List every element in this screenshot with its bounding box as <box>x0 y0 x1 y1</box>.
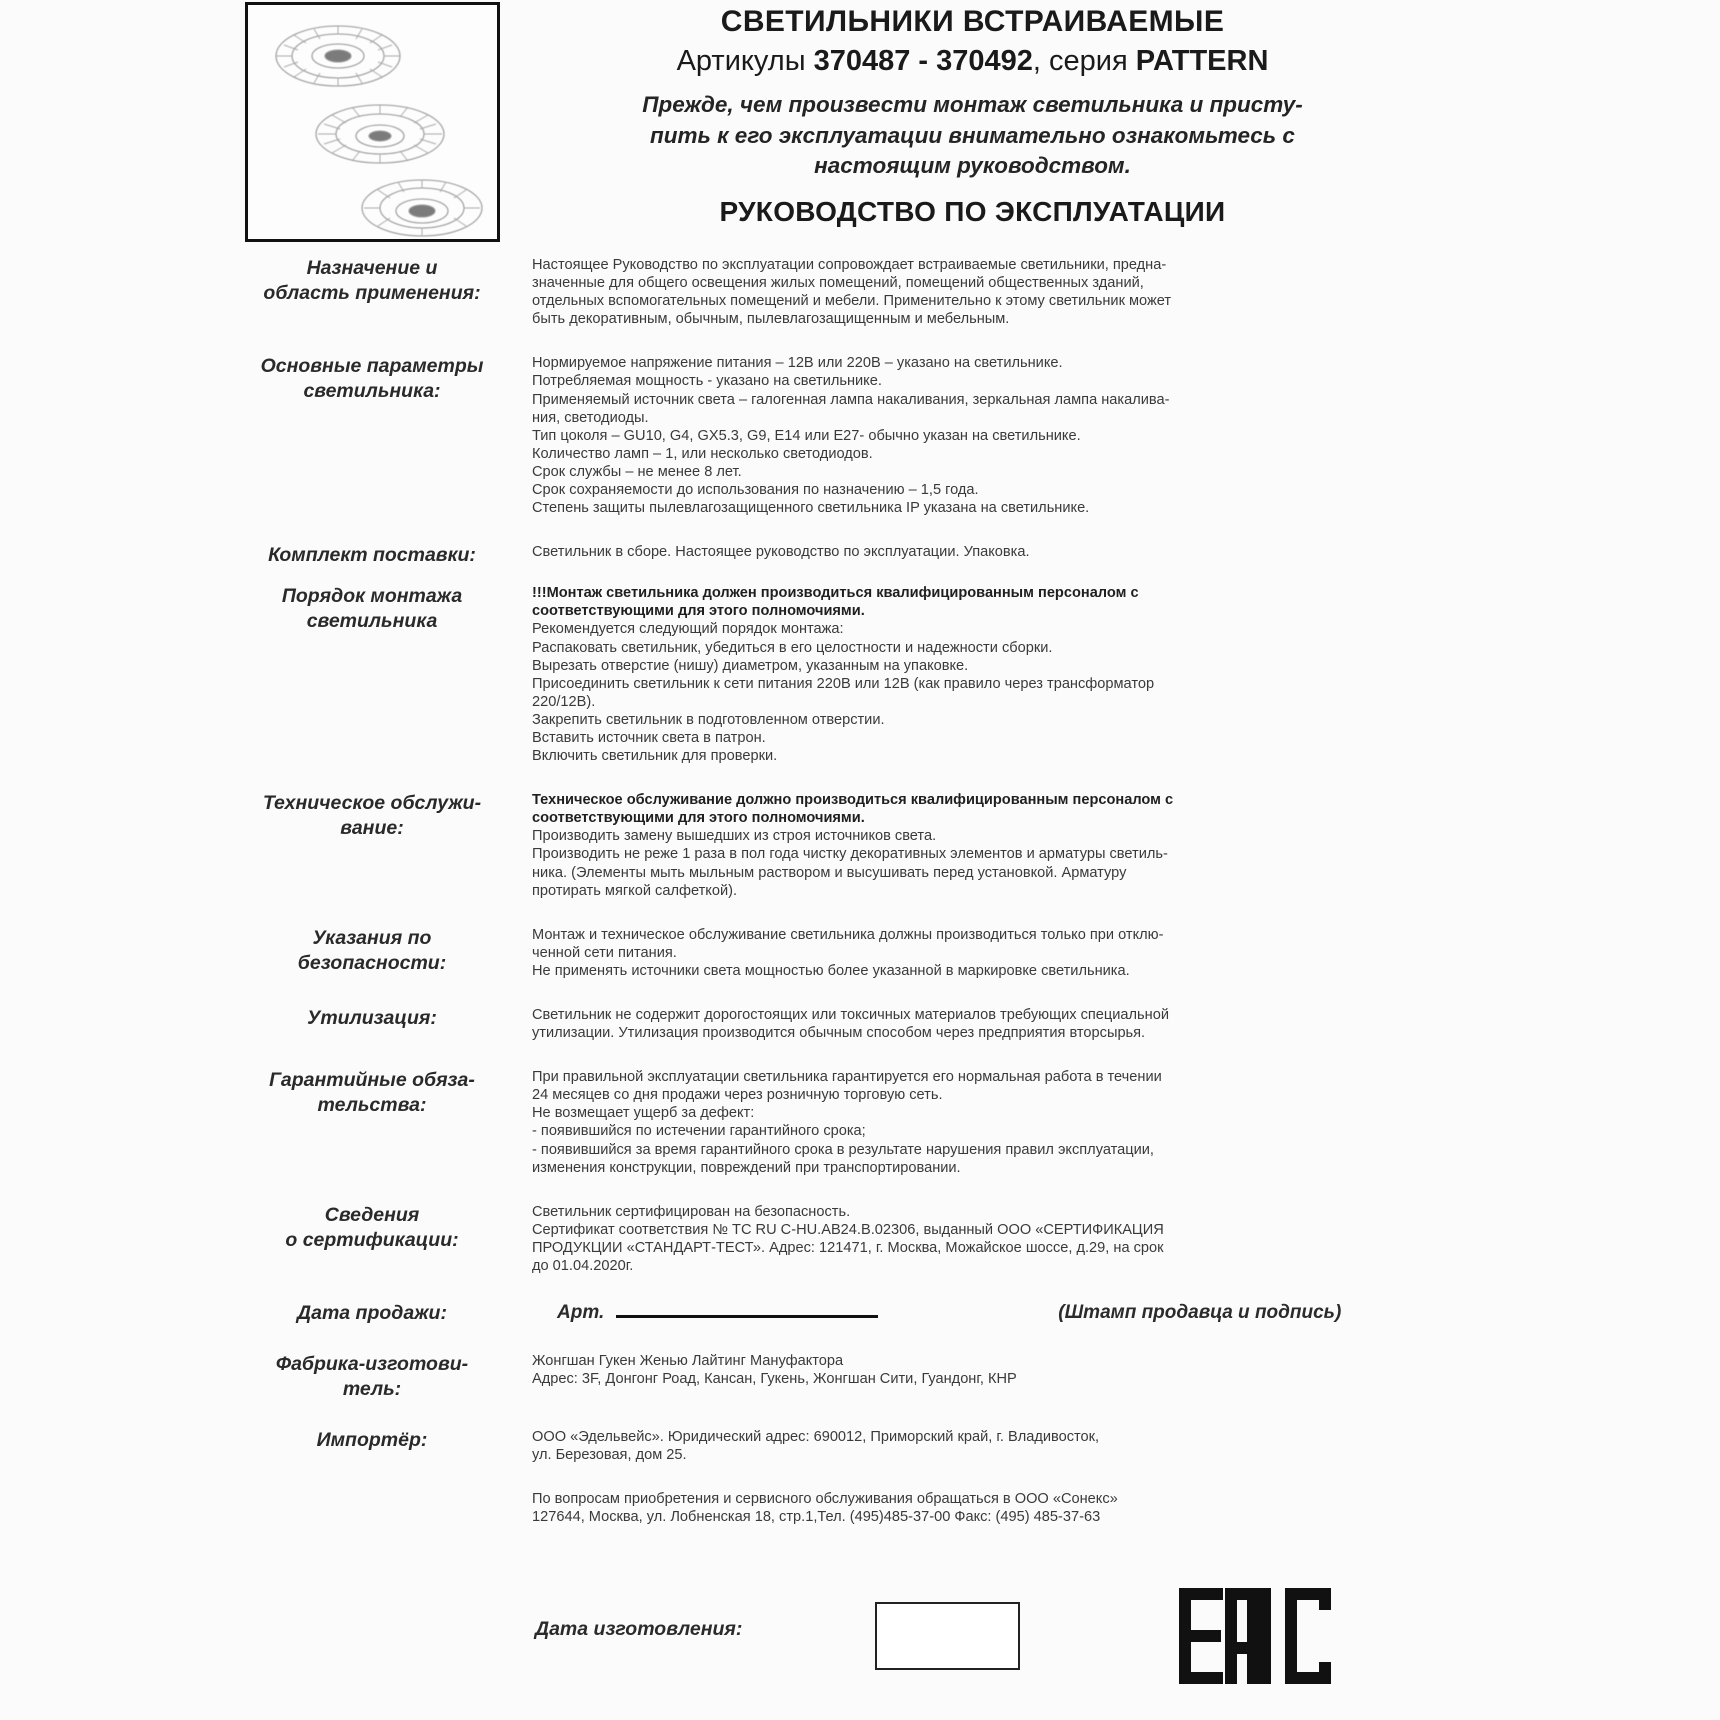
body-line-bold: соответствующими для этого полномочиями. <box>532 810 865 827</box>
body-line: Закрепить светильник в подготовленном отверстии. <box>532 711 885 728</box>
fixture-illustration-1 <box>264 15 412 97</box>
document-header <box>245 0 1425 250</box>
body-line: Светильник сертифицирован на безопасность. <box>532 1203 851 1220</box>
maintenance-warning <box>532 791 1430 827</box>
header-text-block <box>525 4 1420 228</box>
label-line: Назначение и <box>306 257 438 279</box>
body-line: изменения конструкции, повреждений при транспортировании. <box>532 1159 961 1176</box>
section-service-contact <box>245 1490 1430 1526</box>
body-line: Применяемый источник света – галогенная лампа накаливания, зеркальная лампа накалива- <box>532 391 1170 408</box>
body-line: 220/12В). <box>532 693 596 710</box>
section-label-disposal <box>245 1006 507 1031</box>
fixture-illustration-2 <box>306 93 454 175</box>
body-line: Производить замену вышедших из строя источников света. <box>532 828 937 845</box>
section-label-delivery-set <box>245 543 507 568</box>
body-line: 127644, Москва, ул. Лобненская 18, стр.1,Тел. (495)485-37-00 Факс: (495) 485-37-63 <box>532 1509 1101 1526</box>
body-line: Тип цоколя – GU10, G4, GX5.3, G9, E14 или E27- обычно указан на светильнике. <box>532 427 1081 444</box>
body-line: Включить светильник для проверки. <box>532 748 778 765</box>
body-line: Нормируемое напряжение питания – 12В или 220В – указано на светильнике. <box>532 355 1063 372</box>
body-line: Срок сохраняемости до использования по назначению – 1,5 года. <box>532 482 979 499</box>
section-label-sale-date <box>245 1301 507 1326</box>
body-line: значенные для общего освещения жилых помещений, помещений общественных зданий, <box>532 275 1144 292</box>
body-line: Вырезать отверстие (нишу) диаметром, указанным на упаковке. <box>532 657 969 674</box>
label-line: Дата продажи: <box>297 1302 447 1325</box>
section-body-certification <box>507 1203 1430 1275</box>
section-label-warranty <box>245 1068 507 1118</box>
section-body-safety <box>507 926 1430 980</box>
body-line: ул. Березовая, дом 25. <box>532 1447 687 1464</box>
lead-line-3: настоящим руководством. <box>814 153 1131 178</box>
body-line: 24 месяцев со дня продажи через розничную торговую сеть. <box>532 1087 943 1104</box>
article-input-line[interactable] <box>616 1301 878 1318</box>
section-manufacturer <box>245 1352 1430 1402</box>
body-line: Вставить источник света в патрон. <box>532 729 766 746</box>
section-disposal <box>245 1006 1430 1042</box>
section-label-purpose <box>245 256 507 306</box>
section-label-safety <box>245 926 507 976</box>
body-line: Не применять источники света мощностью более указанной в маркировке светильника. <box>532 962 1130 979</box>
body-line-bold: Техническое обслуживание должно производиться квалифицированным персоналом с <box>532 792 1174 809</box>
installation-steps <box>532 620 1430 765</box>
body-line: до 01.04.2020г. <box>532 1258 634 1275</box>
body-line: отдельных вспомогательных помещений и мебели. Применительно к этому светильник может <box>532 293 1172 310</box>
label-line: безопасности: <box>297 951 447 974</box>
section-body-parameters <box>507 354 1430 517</box>
section-label-installation <box>245 584 507 634</box>
body-line: - появившийся по истечении гарантийного срока; <box>532 1123 866 1140</box>
body-line: Сертификат соответствия № ТС RU C-HU.АВ24.В.02306, выданный ООО «СЕРТИФИКАЦИЯ <box>532 1221 1164 1238</box>
label-line: Утилизация: <box>307 1007 437 1029</box>
body-line: утилизации. Утилизация производится обычным способом через предприятия вторсырья. <box>532 1025 1146 1042</box>
body-line: Рекомендуется следующий порядок монтажа: <box>532 621 844 638</box>
body-line: По вопросам приобретения и сервисного обслуживания обращаться в ООО «Сонекс» <box>532 1491 1118 1508</box>
label-line: Гарантийные обяза- <box>269 1069 475 1092</box>
body-line: ПРОДУКЦИИ «СТАНДАРТ-ТЕСТ». Адрес: 121471, г. Москва, Можайское шоссе, д.29, на срок <box>532 1239 1164 1256</box>
section-body-disposal <box>507 1006 1430 1042</box>
body-line: Светильник не содержит дорогостоящих или токсичных материалов требующих специальной <box>532 1007 1169 1023</box>
body-line: протирать мягкой салфеткой). <box>532 882 738 899</box>
section-warranty <box>245 1068 1430 1177</box>
maintenance-steps <box>532 827 1430 899</box>
label-line: вание: <box>340 817 404 840</box>
label-line: Указания по <box>312 926 432 949</box>
label-line: тель: <box>342 1378 402 1401</box>
section-sale-date <box>245 1301 1430 1326</box>
section-body-manufacturer <box>507 1352 1430 1388</box>
body-line: ООО «Эдельвейс». Юридический адрес: 690012, Приморский край, г. Владивосток, <box>532 1429 1100 1446</box>
body-line: ния, светодиоды. <box>532 409 649 426</box>
section-label-manufacturer <box>245 1352 507 1402</box>
manual-title: РУКОВОДСТВО ПО ЭКСПЛУАТАЦИИ <box>719 195 1226 227</box>
body-line: Не возмещает ущерб за дефект: <box>532 1105 755 1122</box>
label-line: область применения: <box>263 282 481 304</box>
body-line-bold: соответствующими для этого полномочиями. <box>532 603 865 620</box>
section-body-purpose <box>507 256 1430 328</box>
body-line: Адрес: 3F, Донгонг Роад, Кансан, Гукень, Жонгшан Сити, Гуандонг, КНР <box>532 1371 1017 1388</box>
section-label-importer <box>245 1428 507 1453</box>
section-label-certification <box>245 1203 507 1253</box>
page-title: СВЕТИЛЬНИКИ ВСТРАИВАЕМЫЕ <box>720 5 1225 38</box>
eac-conformity-mark-icon <box>1175 1582 1360 1712</box>
body-line: ника. (Элементы мыть мыльным раствором и высушивать перед установкой. Арматуру <box>532 864 1127 881</box>
label-line: Порядок монтажа <box>281 585 463 608</box>
article-field-label: Арт. <box>557 1302 605 1324</box>
section-body-installation <box>507 584 1430 765</box>
product-image-box <box>245 2 500 242</box>
lead-line-1: Прежде, чем произвести монтаж светильника и присту- <box>642 92 1303 117</box>
label-line: Техническое обслужи- <box>262 792 482 815</box>
body-line: - появившийся за время гарантийного срока в результате нарушения правил эксплуатации, <box>532 1141 1154 1158</box>
section-delivery-set <box>245 543 1430 568</box>
body-line: Количество ламп – 1, или несколько светодиодов. <box>532 445 873 462</box>
label-line: Сведения <box>324 1203 420 1226</box>
section-certification <box>245 1203 1430 1275</box>
section-label-maintenance <box>245 791 507 841</box>
body-line: Степень защиты пылевлагозащищенного светильника IP указана на светильнике. <box>532 500 1090 517</box>
body-line: Производить не реже 1 раза в пол года чистку декоративных элементов и арматуры светиль- <box>532 846 1168 863</box>
document-body <box>245 256 1430 1527</box>
manufacture-date-box[interactable] <box>875 1602 1020 1670</box>
body-line: Потребляемая мощность - указано на светильнике. <box>532 373 882 390</box>
seller-stamp-note: (Штамп продавца и подпись) <box>1058 1302 1342 1324</box>
body-line: Монтаж и техническое обслуживание светильника должны производиться только при отклю- <box>532 926 1164 943</box>
fixture-illustration-3 <box>348 167 496 242</box>
section-purpose <box>245 256 1430 328</box>
label-line: Комплект поставки: <box>268 544 476 567</box>
body-line: Присоединить светильник к сети питания 220В или 12В (как правило через трансформатор <box>532 675 1155 692</box>
body-line: Срок службы – не менее 8 лет. <box>532 463 742 480</box>
manufacture-date-label: Дата изготовления: <box>535 1618 743 1640</box>
section-importer <box>245 1428 1430 1464</box>
section-body-sale-date <box>507 1301 1430 1322</box>
section-label-parameters <box>245 354 507 404</box>
body-line: Жонгшан Гукен Женью Лайтинг Мануфактора <box>532 1353 844 1370</box>
section-installation <box>245 584 1430 765</box>
label-line: Импортёр: <box>316 1429 428 1452</box>
document-footer <box>245 1590 1430 1720</box>
section-body-delivery-set <box>507 543 1430 561</box>
label-line: о сертификации: <box>285 1228 459 1251</box>
section-maintenance <box>245 791 1430 900</box>
body-line: Распаковать светильник, убедиться в его целостности и надежности сборки. <box>532 639 1053 656</box>
lead-line-2: пить к его эксплуатации внимательно ознакомьтесь с <box>650 122 1295 148</box>
body-line: быть декоративным, обычным, пылевлагозащищенным и мебельным. <box>532 311 1010 328</box>
body-line-bold: !!!Монтаж светильника должен производиться квалифицированным персоналом с <box>532 585 1139 602</box>
section-parameters <box>245 354 1430 517</box>
section-body-service-contact <box>507 1490 1430 1526</box>
label-line: Фабрика-изготови- <box>275 1353 469 1376</box>
installation-warning <box>532 584 1430 620</box>
body-line: Настоящее Руководство по эксплуатации сопровождает встраиваемые светильники, предна- <box>532 257 1167 273</box>
series-name: PATTERN <box>1135 45 1269 77</box>
body-line: ченной сети питания. <box>532 944 677 961</box>
label-line: светильника: <box>303 380 441 403</box>
lead-paragraph <box>525 90 1420 182</box>
label-line: тельства: <box>317 1094 427 1117</box>
body-line: При правильной эксплуатации светильника гарантируется его нормальная работа в течении <box>532 1069 1162 1086</box>
body-line: Светильник в сборе. Настоящее руководство по эксплуатации. Упаковка. <box>532 544 1030 561</box>
series-separator: , серия <box>1032 45 1136 77</box>
section-safety <box>245 926 1430 980</box>
section-body-maintenance <box>507 791 1430 900</box>
section-body-importer <box>507 1428 1430 1464</box>
article-series-line <box>525 42 1420 80</box>
label-line: светильника <box>306 610 438 633</box>
sale-date-fields <box>532 1301 1430 1322</box>
section-body-warranty <box>507 1068 1430 1177</box>
article-prefix: Артикулы <box>676 45 814 77</box>
label-line: Основные параметры <box>260 355 484 378</box>
article-numbers: 370487 - 370492 <box>813 45 1033 77</box>
